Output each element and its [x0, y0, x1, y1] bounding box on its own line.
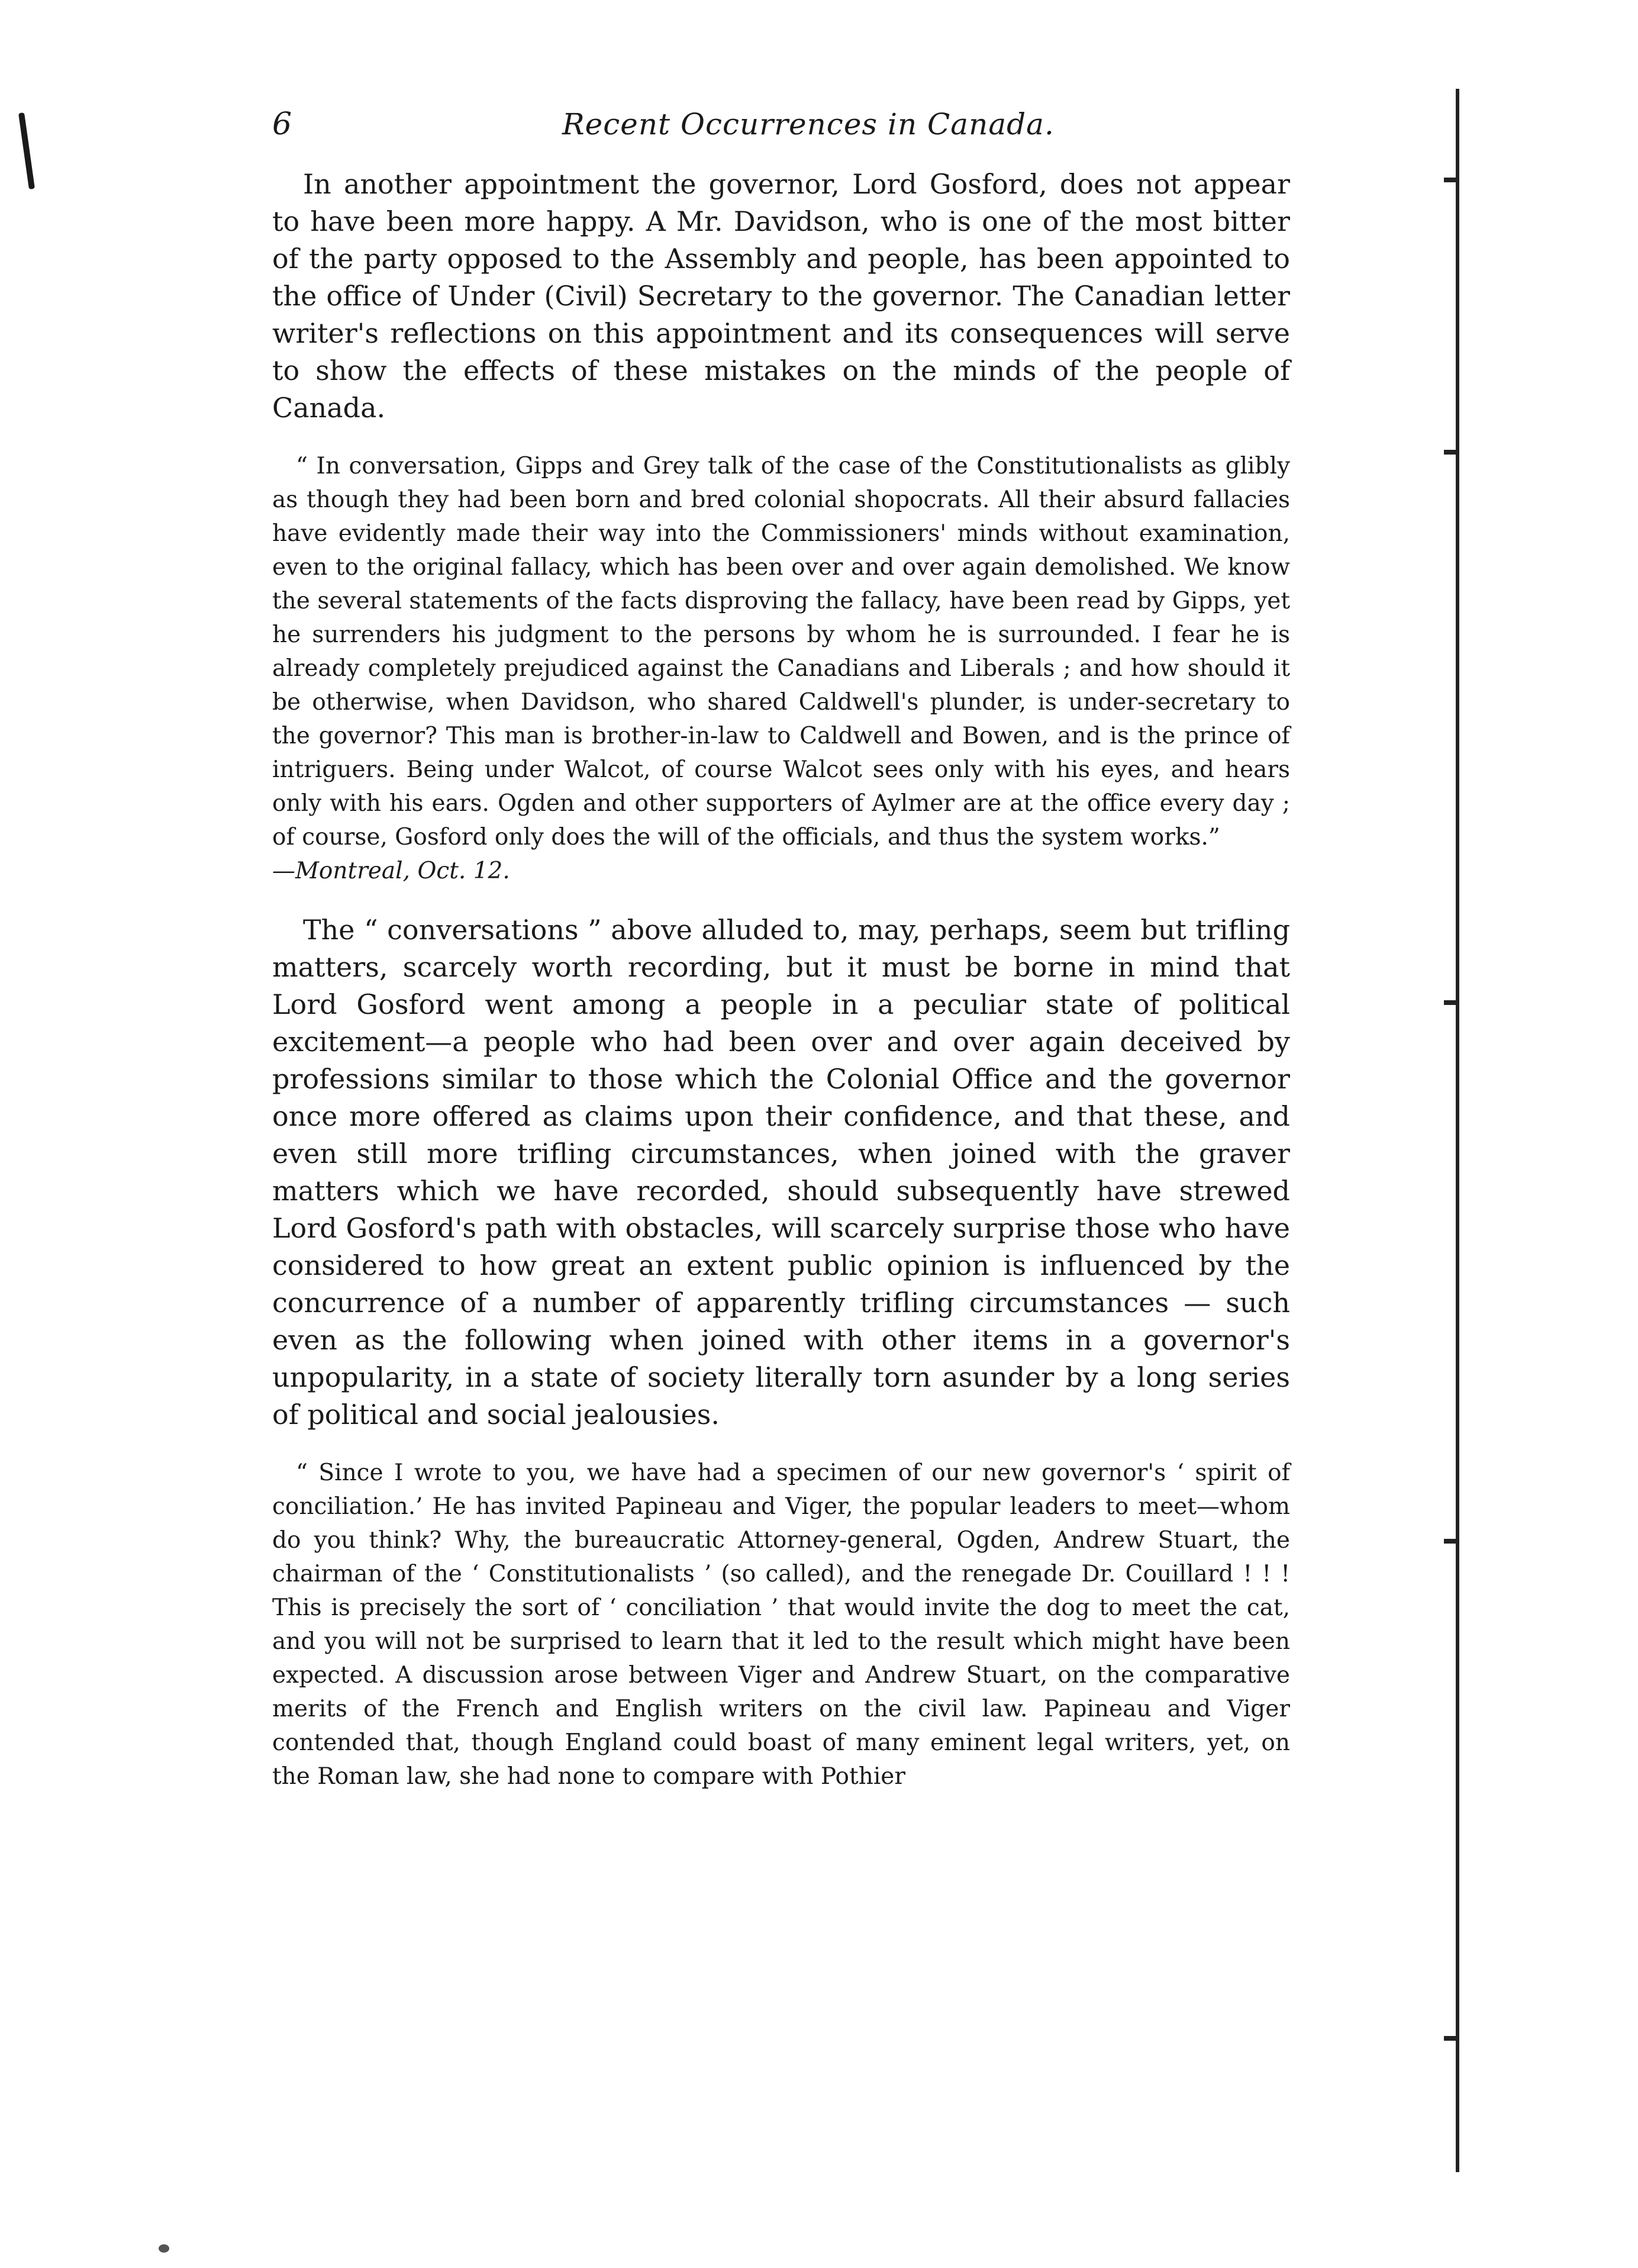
body-paragraph: In another appointment the governor, Lord Gosford, does not appear to have been more happy. A Mr. Davidson, who is one of the most bitter of the party opposed to the Assembly and people, has been appointed to the office of Under (Civil) Secretary to the governor. The Canadian letter writer's reflections on this appointment and its consequences will serve to show the effects of these mistakes on the minds of the people of Canada.: [272, 168, 1290, 424]
running-title: Recent Occurrences in Canada.: [562, 107, 1055, 141]
right-edge-tick: [1444, 2036, 1459, 2041]
right-edge-tick: [1444, 1539, 1459, 1544]
body-paragraph: The “ conversations ” above alluded to, may, perhaps, seem but trifling matters, scarcely worth recording, but it must be borne in mind that Lord Gosford went among a people in a peculiar state of political excitement—a people who had been over and over again deceived by professions similar to those which the Colonial Office and the governor once more offered as claims upon their confidence, and that these, and even still more trifling circumstances, when joined with the graver matters which we have recorded, should subsequently have strewed Lord Gosford's path with obstacles, will scarcely surprise those who have considered to how great an extent public opinion is influenced by the concurrence of a number of apparently trifling circumstances — such even as the following when joined with other items in a governor's unpopularity, in a state of society literally torn asunder by a long series of political and social jealousies.: [272, 914, 1290, 1431]
right-edge-tick: [1444, 450, 1459, 455]
right-edge-tick: [1444, 178, 1459, 182]
right-edge-rule: [1456, 89, 1459, 2172]
right-edge-tick: [1444, 1000, 1459, 1005]
page-number: 6: [272, 107, 292, 142]
quote-attribution: —Montreal, Oct. 12.: [272, 858, 510, 884]
document-page: [272, 107, 1290, 2214]
quoted-letter: “ In conversation, Gipps and Grey talk of the case of the Constitutionalists as glibly as though they had been born and bred colonial shopocrats. All their absurd fallacies have evidently made their way into the Commissioners' minds without examination, even to the original fallacy, which has been over and over again demolished. We know the several statements of the facts disproving the fallacy, have been read by Gipps, yet he surrenders his judgment to the persons by whom he is surrounded. I fear he is already completely prejudiced against the Canadians and Liberals ; and how should it be otherwise, when Davidson, who shared Caldwell's plunder, is under-secretary to the governor? This man is brother-in-law to Caldwell and Bowen, and is the prince of intriguers. Being under Walcot, of course Walcot sees only with his eyes, and hears only with his ears. Ogden and other supporters of Aylmer are at the office every day ; of course, Gosford only does the will of the officials, and thus the system works.”: [272, 453, 1290, 851]
running-head: [272, 107, 1290, 154]
quoted-letter: “ Since I wrote to you, we have had a specimen of our new governor's ‘ spirit of conciliation.’ He has invited Papineau and Viger, the popular leaders to meet—whom do you think? Why, the bureaucratic Attorney-general, Ogden, Andrew Stuart, the chairman of the ‘ Constitutionalists ’ (so called), and the renegade Dr. Couillard ! ! ! This is precisely the sort of ‘ conciliation ’ that would invite the dog to meet the cat, and you will not be surprised to learn that it led to the result which might have been expected. A discussion arose between Viger and Andrew Stuart, on the comparative merits of the French and English writers on the civil law. Papineau and Viger contended that, though England could boast of many eminent legal writers, yet, on the Roman law, she had none to compare with Pothier: [272, 1460, 1290, 1790]
scan-speck: [159, 2244, 169, 2253]
